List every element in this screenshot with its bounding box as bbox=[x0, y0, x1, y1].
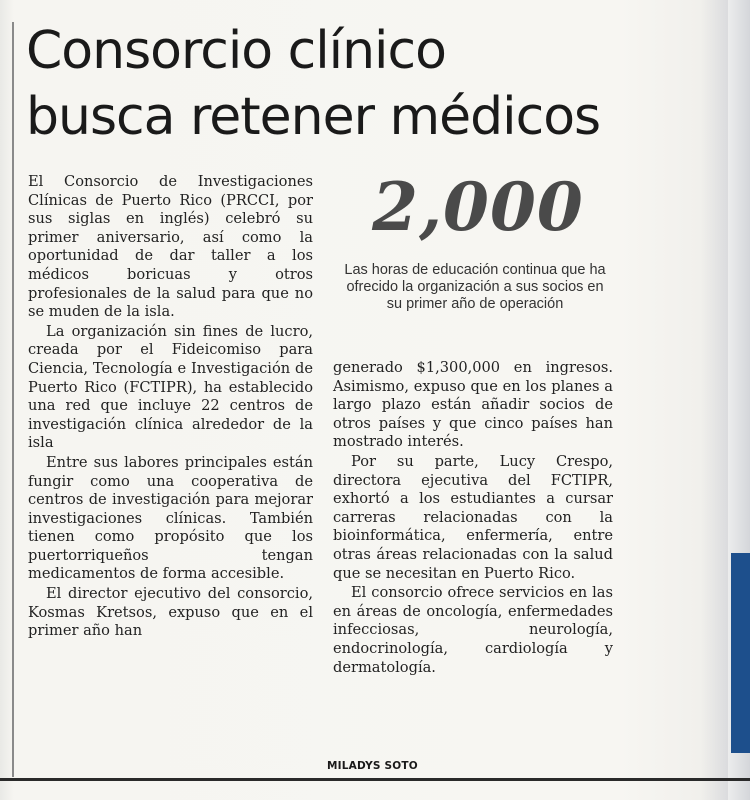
pull-stat-number: 2,000 bbox=[372, 168, 584, 246]
paragraph: Por su parte, Lucy Crespo, directora ejecutiva del FCTIPR, exhortó a los estudiantes a cursar carreras relacionadas con la bioinformática, enfermería, entre otras áreas relacionadas con la salud que se necesitan en Puerto Rico. bbox=[333, 452, 613, 582]
headline-line-1: Consorcio clínico bbox=[26, 21, 446, 81]
article-column-right bbox=[333, 359, 613, 677]
paragraph: El consorcio ofrece servicios en las en áreas de oncología, enfermedades infecciosas, neurología, endocrinología, cardiología y dermatología. bbox=[333, 584, 613, 676]
paragraph: El Consorcio de Investigaciones Clínicas de Puerto Rico (PRCCI, por sus siglas en inglés) celebró su primer aniversario, así como la oportunidad de dar taller a los médicos boricuas y otros profesionales de la salud para que no se muden de la isla. bbox=[28, 173, 313, 321]
headline-line-2: busca retener médicos bbox=[26, 87, 601, 147]
side-color-tab bbox=[731, 553, 750, 753]
bottom-rule bbox=[0, 778, 750, 781]
paragraph: El director ejecutivo del consorcio, Kosmas Kretsos, expuso que en el primer año han bbox=[28, 585, 313, 640]
article-headline bbox=[26, 18, 716, 150]
paragraph: La organización sin fines de lucro, creada por el Fideicomiso para Ciencia, Tecnología e Investigación de Puerto Rico (FCTIPR), ha establecido una red que incluye 22 centros de investigación clínica alrededor de la isla bbox=[28, 322, 313, 452]
article-column-left bbox=[28, 173, 313, 641]
left-column-rule bbox=[12, 22, 14, 777]
pull-stat-caption: Las horas de educación continua que ha ofrecido la organización a sus socios en su primer año de operación bbox=[344, 262, 606, 312]
paragraph: Entre sus labores principales están fungir como una cooperativa de centros de investigación para mejorar investigaciones clínicas. También tienen como propósito que los puertorriqueños tengan medicamentos de forma accesible. bbox=[28, 453, 313, 583]
author-byline: MILADYS SOTO bbox=[327, 760, 418, 772]
paragraph: generado $1,300,000 en ingresos. Asimismo, expuso que en los planes a largo plazo están añadir socios de otros países y que cinco países han mostrado interés. bbox=[333, 359, 613, 451]
